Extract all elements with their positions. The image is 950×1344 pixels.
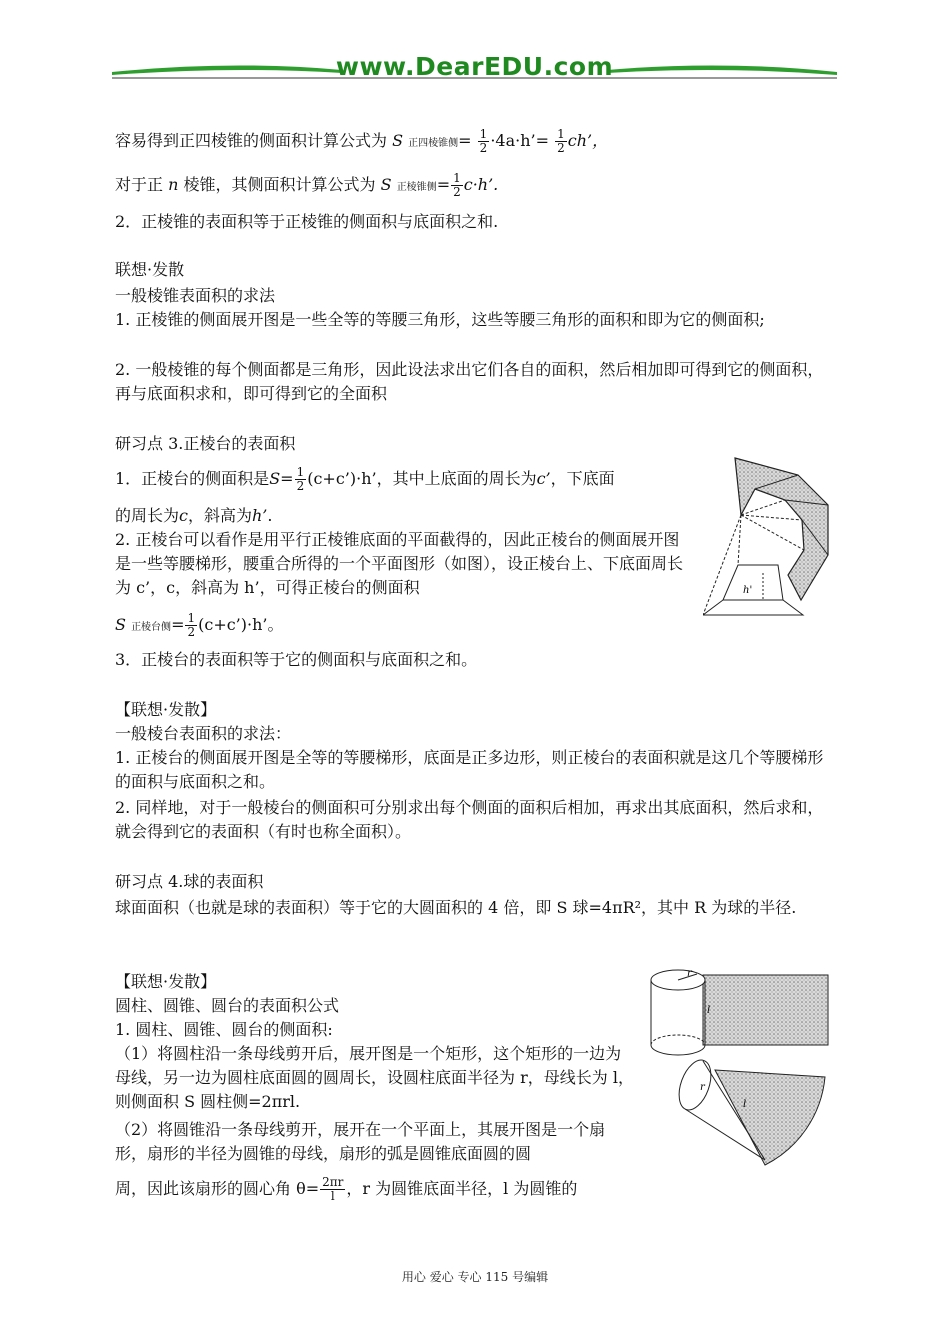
symbol-s: S — [115, 615, 126, 634]
paragraph: 一般棱锥表面积的求法 — [115, 286, 276, 305]
paragraph: （2）将圆锥沿一条母线剪开，展开在一个平面上，其展开图是一个扇形，扇形的半径为圆锥的母线，扇形的弧是圆锥底面圆的圆 — [115, 1120, 606, 1163]
text: ·4a·h’= — [490, 131, 549, 150]
formula-line-10 — [115, 504, 272, 528]
text: 的周长为 — [115, 506, 180, 525]
paragraph: 圆柱、圆锥、圆台的表面积公式 — [115, 996, 340, 1015]
formula-line-1 — [115, 128, 608, 156]
figure-label-l: l — [707, 1005, 711, 1016]
fraction-theta: $\frac{2\pi r}{l}$ — [322, 1175, 344, 1203]
symbol-s: S — [269, 469, 281, 488]
fraction-half: $\frac{1}{2}$ — [187, 611, 196, 639]
symbol-c: c’ — [536, 469, 551, 488]
text: . — [267, 506, 273, 525]
fraction-half: $\frac{1}{2}$ — [453, 171, 461, 199]
paragraph: 2. 正棱台可以看作是用平行正棱锥底面的平面截得的，因此正棱台的侧面展开图是一些等腰梯形，腰重合所得的一个平面图形（如图），设正棱台上、下底面周长为 c’，c，斜高为 h’，可得正棱台的侧面积 — [115, 530, 684, 597]
fraction-half: $\frac{1}{2}$ — [296, 465, 305, 493]
figure-label-r: r — [700, 1082, 705, 1093]
text: 容易得到正四棱锥的侧面积计算公式为 — [115, 131, 388, 150]
paragraph: （1）将圆柱沿一条母线剪开后，展开图是一个矩形，这个矩形的一边为母线，另一边为圆柱底面圆的圆周长，设圆柱底面半径为 r，母线长为 l，则侧面积 S 圆柱侧=2πrl. — [115, 1044, 634, 1111]
page-footer: 用心 爱心 专心 115 号编辑 — [401, 1270, 549, 1284]
figure-label-r: r — [687, 968, 692, 979]
section-heading: 【联想·发散】 — [115, 700, 217, 719]
formula-line-2 — [115, 172, 498, 200]
formula-line-25 — [115, 1176, 577, 1203]
text: ，斜高为 — [187, 506, 252, 525]
paragraph: 2．正棱锥的表面积等于正棱锥的侧面积与底面积之和. — [115, 212, 499, 231]
figure-label-l: l — [743, 1099, 747, 1110]
fraction-half: $\frac{1}{2}$ — [479, 127, 488, 155]
paragraph: 球面面积（也就是球的表面积）等于它的大圆面积的 4 倍，即 S 球=4πR²，其中 R 为球的半径. — [115, 898, 797, 917]
symbol-s: S — [380, 175, 392, 194]
frustum-net-figure — [703, 455, 888, 625]
paragraph: 一般棱台表面积的求法： — [115, 724, 292, 743]
text: 对于正 — [115, 175, 164, 194]
symbol-n: n — [168, 175, 179, 194]
cylinder-cone-net-figure — [645, 965, 830, 1175]
text: (c+c’)·h’，其中上底面的周长为 — [307, 469, 537, 488]
subscript: 正四棱锥侧 — [408, 138, 459, 149]
site-logo-text: www.DearEDU.com — [335, 52, 614, 81]
text: ch’， — [567, 131, 609, 150]
paragraph: 1. 正棱锥的侧面展开图是一些全等的等腰三角形，这些等腰三角形的面积和即为它的侧面积; — [115, 310, 765, 329]
text: ，下底面 — [550, 469, 615, 488]
fraction-half: $\frac{1}{2}$ — [557, 127, 565, 155]
text: 周，因此该扇形的圆心角 θ= — [115, 1179, 320, 1198]
section-heading: 研习点 4.球的表面积 — [115, 872, 264, 891]
symbol-c: c — [179, 506, 188, 525]
subscript: 正棱锥侧 — [396, 182, 437, 193]
paragraph: 3．正棱台的表面积等于它的侧面积与底面积之和。 — [115, 650, 478, 669]
equals: = — [458, 131, 472, 150]
paragraph: 2. 同样地，对于一般棱台的侧面积可分别求出每个侧面的面积后相加，再求出其底面积，然后求和，就会得到它的表面积（有时也称全面积）。 — [115, 798, 824, 841]
equals: = — [436, 175, 451, 194]
paragraph: 1. 圆柱、圆锥、圆台的侧面积: — [115, 1020, 333, 1039]
section-heading: 研习点 3.正棱台的表面积 — [115, 434, 296, 453]
text: c·h’. — [463, 175, 499, 194]
text: 1．正棱台的侧面积是 — [115, 469, 270, 488]
formula-line-12 — [115, 612, 284, 640]
figure-label: h' — [743, 585, 753, 596]
header-banner — [112, 50, 837, 84]
formula-line-9 — [115, 466, 615, 493]
section-heading: 【联想·发散】 — [115, 972, 217, 991]
section-heading: 联想·发散 — [115, 260, 185, 279]
text: 棱锥，其侧面积计算公式为 — [183, 175, 376, 194]
text: ，r 为圆锥底面半径，l 为圆锥的 — [346, 1179, 578, 1198]
paragraph: 1. 正棱台的侧面展开图是全等的等腰梯形，底面是正多边形，则正棱台的表面积就是这几个等腰梯形的面积与底面积之和。 — [115, 748, 824, 791]
paragraph: 2. 一般棱锥的每个侧面都是三角形，因此设法求出它们各自的面积，然后相加即可得到它的侧面积，再与底面积求和，即可得到它的全面积 — [115, 360, 824, 403]
subscript: 正棱台侧 — [131, 622, 172, 633]
equals: = — [280, 469, 294, 488]
symbol-s: S — [392, 131, 404, 150]
symbol-h: h’ — [252, 506, 268, 525]
text: (c+c’)·h’。 — [198, 615, 284, 634]
equals: = — [171, 615, 185, 634]
